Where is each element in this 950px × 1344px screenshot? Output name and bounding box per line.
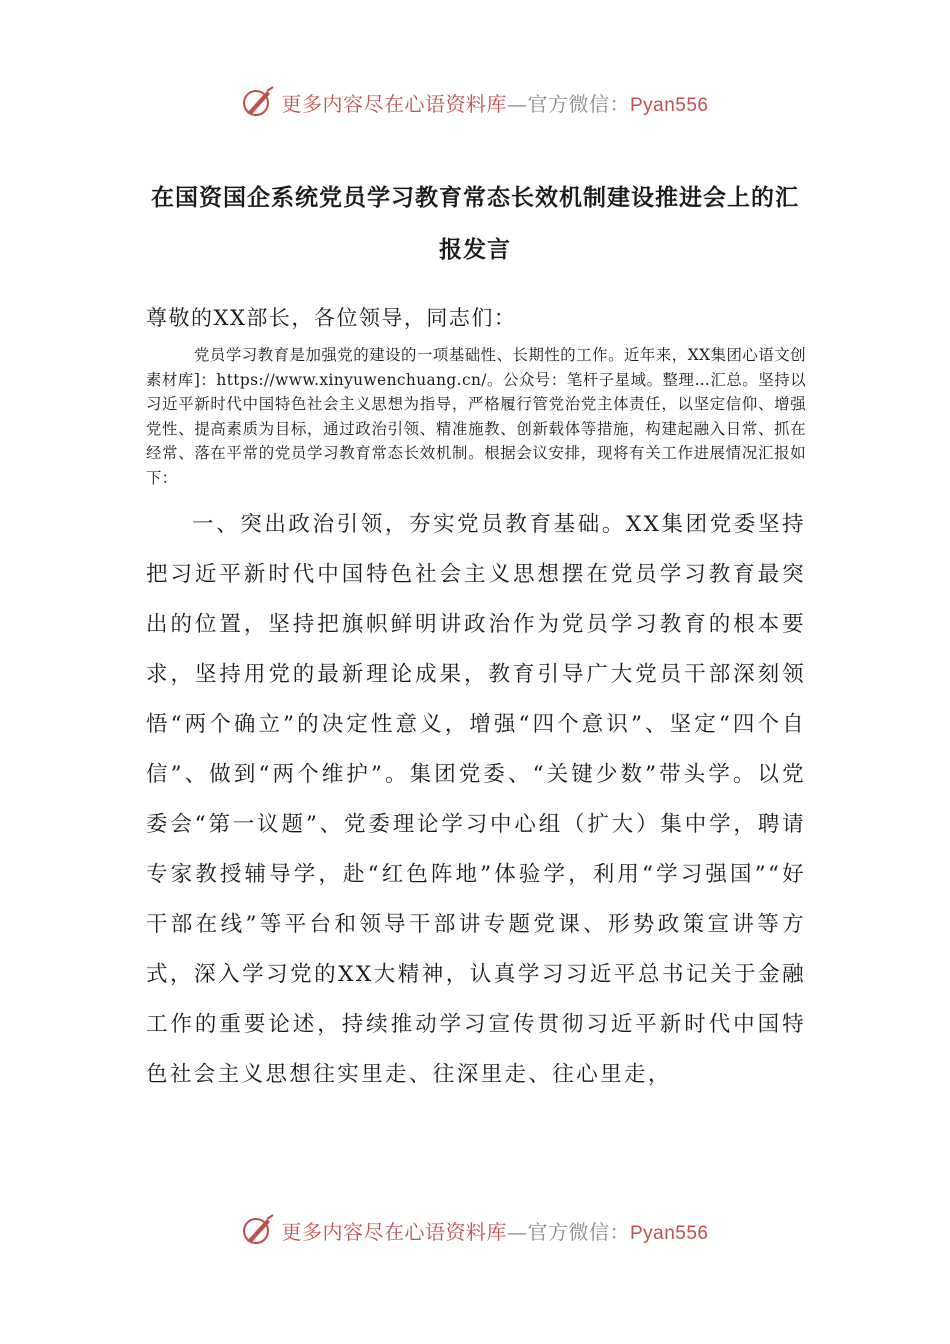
intro-paragraph: 党员学习教育是加强党的建设的一项基础性、长期性的工作。近年来，XX集团心语文创素材库]：https://www.xinyuwenchuang.cn/。公众号：笔杆子星域。整理…汇总。坚持以习近平新时代中国特色社会主义思想为指导，严格履行管党治党主体责任，以坚定信仰、增强党性、提高素质为目标，通过政治引领、精准施教、创新载体等措施，构建起融入日常、抓在经常、落在平常的党员学习教育常态长效机制。根据会议安排，现将有关工作进展情况汇报如下： [146, 346, 806, 487]
banner-text: 更多内容尽在心语资料库—官方微信：Pyan556 [281, 91, 709, 116]
footer-watermark-banner [0, 1208, 950, 1252]
section-one-paragraph: 一、突出政治引领，夯实党员教育基础。XX集团党委坚持把习近平新时代中国特色社会主义思想摆在党员学习教育最突出的位置，坚持把旗帜鲜明讲政治作为党员学习教育的根本要求，坚持用党的最新理论成果，教育引导广大党员干部深刻领悟“两个确立”的决定性意义，增强“四个意识”、坚定“四个自信”、做到“两个维护”。集团党委、“关键少数”带头学。以党委会“第一议题”、党委理论学习中心组（扩大）集中学，聘请专家教授辅导学，赴“红色阵地”体验学，利用“学习强国”“好干部在线”等平台和领导干部讲专题党课、形势政策宣讲等方式，深入学习党的XX大精神，认真学习习近平总书记关于金融工作的重要论述，持续推动学习宣传贯彻习近平新时代中国特色社会主义思想往实里走、往深里走、往心里走， [146, 512, 806, 1087]
document-title: 在国资国企系统党员学习教育常态长效机制建设推进会上的汇报发言 [151, 184, 799, 263]
quill-logo-icon [241, 85, 275, 119]
salutation: 尊敬的XX部长，各位领导，同志们： [146, 306, 517, 330]
banner-text: 更多内容尽在心语资料库—官方微信：Pyan556 [281, 1219, 709, 1244]
quill-logo-icon [241, 1213, 275, 1247]
header-watermark-banner [0, 80, 950, 124]
